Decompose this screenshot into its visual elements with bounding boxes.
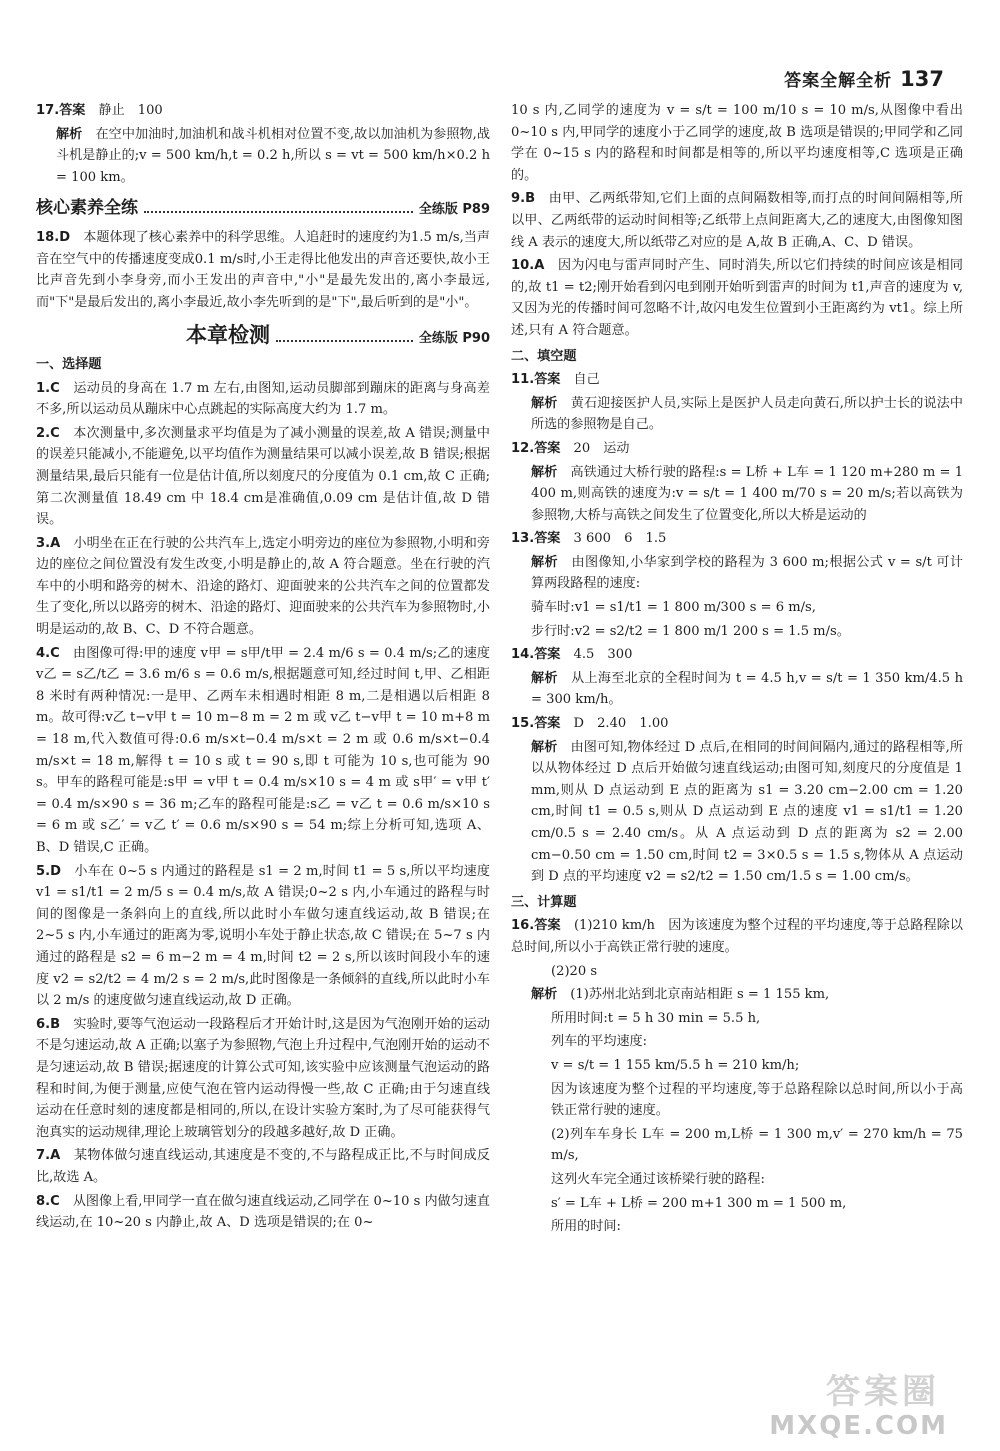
left-column bbox=[36, 100, 490, 1236]
q8-continued: 10 s 内,乙同学的速度为 v = s/t = 100 m/10 s = 10 m/s,从图像中看出 0~10 s 内,甲同学的速度小于乙同学的速度,故 B 选项是错误的;甲同学和乙同学在 0~15 s 内的路程和时间都是相等的,所以平均速度相等,C 选项是正确的。 bbox=[511, 103, 963, 183]
q4: 4.C 由图像可得:甲的速度 v甲 = s甲/t甲 = 2.4 m/6 s = 0.4 m/s;乙的速度 v乙 = s乙/t乙 = 3.6 m/6 s = 0.6 m/s,根据题意可知,经过时间 t,甲、乙相距 8 米时有两种情况:一是甲、乙两车未相遇时相距 8 m,二是相遇以后相距 8 m。故可得:v乙 t−v甲 t = 10 m−8 m = 2 m 或 v乙 t−v甲 t = 10 m+8 m = 18 m,代入数值可得:0.6 m/s×t−0.4 m/s×t = 2 m 或 0.6 m/s×t−0.4 m/s×t = 18 m,解得 t = 10 s 或 t = 90 s,即 t 可能为 10 s,也可能为 90 s。甲车的路程可能是:s甲 = v甲 t = 0.4 m/s×10 s = 4 m 或 s甲′ = v甲 t′ = 0.4 m/s×90 s = 36 m;乙车的路程可能是:s乙 = v乙 t = 0.6 m/s×10 s = 6 m 或 s乙′ = v乙 t′ = 0.6 m/s×90 s = 54 m;综上分析可知,选项 A、B、D 错误,C 正确。 bbox=[36, 645, 491, 855]
q15-answer: 15.答案 D 2.40 1.00 bbox=[511, 716, 669, 732]
right-column bbox=[511, 100, 963, 1240]
q16-line: 所用时间:t = 5 h 30 min = 5.5 h, bbox=[551, 1010, 761, 1026]
q11-answer: 11.答案 自己 bbox=[511, 372, 600, 388]
leader-dots bbox=[144, 211, 413, 213]
q8: 8.C 从图像上看,甲同学一直在做匀速直线运动,乙同学在 0~10 s 内做匀速直线运动,在 10~20 s 内静止,故 A、D 选项是错误的;在 0~ bbox=[36, 1193, 490, 1231]
q16-line: (2)列车车身长 L车 = 200 m,L桥 = 1 300 m,v′ = 270 km/h = 75 m/s, bbox=[551, 1126, 963, 1164]
q6: 6.B 实验时,要等气泡运动一段路程后才开始计时,这是因为气泡刚开始的运动不是匀速运动,故 A 正确;以塞子为参照物,气泡上升过程中,气泡刚开始的运动不是匀速运动,故 B 错误;据速度的计算公式可知,该实验中应该测量气泡运动的路程和时间,为便于测量,应使气泡在管内运动得慢一些,故 C 正确;由于匀速直线运动在任意时刻的速度都是相同的,所以,在设计实验方案时,为了尽可能获得气泡真实的运动规律,理论上玻璃管划分的段越多越好,故 D 正确。 bbox=[36, 1016, 490, 1140]
page-number: 137 bbox=[900, 67, 944, 91]
q16-line: v = s/t = 1 155 km/5.5 h = 210 km/h; bbox=[551, 1057, 800, 1073]
q12-explanation: 解析 高铁通过大桥行驶的路程:s = L桥 + L车 = 1 120 m+280 m = 1 400 m,则高铁的速度为:v = s/t = 1 400 m/70 s = 20 m/s;若以高铁为参照物,大桥与高铁之间发生了位置变化,所以大桥是运动的 bbox=[531, 464, 964, 523]
q13-explanation: 解析 由图像知,小华家到学校的路程为 3 600 m;根据公式 v = s/t 可计算两段路程的速度: bbox=[531, 554, 964, 592]
q17-explanation: 解析 在空中加油时,加油机和战斗机相对位置不变,故以加油机为参照物,战斗机是静止的;v = 500 km/h,t = 0.2 h,所以 s = vt = 500 km/h×0.2 h = 100 km。 bbox=[56, 126, 490, 185]
q16-answer-2: (2)20 s bbox=[551, 963, 598, 979]
chapter-test-heading: 本章检测 全练版 P90 bbox=[186, 323, 490, 348]
q11-explanation: 解析 黄石迎接医护人员,实际上是医护人员走向黄石,所以护士长的说法中所选的参照物是自己。 bbox=[531, 395, 964, 433]
q16-answer: 16.答案 (1)210 km/h 因为该速度为整个过程的平均速度,等于总路程除以总时间,所以小于高铁正常行驶的速度。 bbox=[511, 918, 964, 955]
q9: 9.B 由甲、乙两纸带知,它们上面的点间隔数相等,而打点的时间间隔相等,所以甲、乙两纸带的运动时间相等;乙纸带上点间距离大,乙的速度大,由图像知图线 A 表示的速度大,所以纸带乙对应的是 A,故 B 正确,A、C、D 错误。 bbox=[511, 191, 963, 250]
q16-line: 这列火车完全通过该桥梁行驶的路程: bbox=[551, 1171, 765, 1187]
q12-answer: 12.答案 20 运动 bbox=[511, 440, 630, 456]
q16-line: 因为该速度为整个过程的平均速度,等于总路程除以总时间,所以小于高铁正常行驶的速度。 bbox=[551, 1081, 963, 1119]
section-core-literacy: 核心素养全练 全练版 P89 bbox=[36, 198, 490, 219]
q5: 5.D 小车在 0~5 s 内通过的路程是 s1 = 2 m,时间 t1 = 5 s,所以平均速度 v1 = s1/t1 = 2 m/5 s = 0.4 m/s,故 A 错误;0~2 s 内,小车通过的路程与时间的图像是一条斜向上的直线,所以此时小车做匀速直线运动,故 B 错误;在 2~5 s 内,小车通过的距离为零,说明小车处于静止状态,故 C 错误;在 5~7 s 内通过的路程是 s2 = 6 m−2 m = 4 m,时间 t2 = 2 s,所以该时间段小车的速度 v2 = s2/t2 = 4 m/2 s = 2 m/s,此时图像是一条倾斜的直线,所以此时小车以 2 m/s 的速度做匀速直线运动,故 D 正确。 bbox=[36, 863, 491, 1009]
q3: 3.A 小明坐在正在行驶的公共汽车上,选定小明旁边的座位为参照物,小明和旁边的座位之间位置没有发生改变,小明是静止的,故 A 符合题意。坐在行驶的汽车中的小明和路旁的树木、沿途的路灯、迎面驶来的公共汽车之间的位置都发生了变化,所以以路旁的树木、沿途的路灯、迎面驶来的公共汽车为参照物时,小明是运动的,故 B、C、D 不符合题意。 bbox=[36, 535, 491, 638]
q16-line: 所用的时间: bbox=[551, 1219, 621, 1235]
q14-explanation: 解析 从上海至北京的全程时间为 t = 4.5 h,v = s/t = 1 350 km/4.5 h = 300 km/h。 bbox=[531, 670, 964, 708]
q16-line: 列车的平均速度: bbox=[551, 1034, 648, 1050]
q17-answer: 17.答案 静止 100 bbox=[36, 103, 163, 118]
q1: 1.C 运动员的身高在 1.7 m 左右,由图知,运动员脚部到蹦床的距离与身高差不多,所以运动员从蹦床中心点跳起的实际高度大约为 1.7 m。 bbox=[36, 380, 490, 418]
q2: 2.C 本次测量中,多次测量求平均值是为了减小测量的误差,故 A 错误;测量中的误差只能减小,不能避免,以平均值作为测量结果可以减小误差,故 B 错误;根据测量结果,最后只能有一位是估计值,所以刻度尺的分度值为 0.1 cm,故 C 正确;第二次测量值 18.49 cm 中 18.4 cm是准确值,0.09 cm 是估计值,故 D 错误。 bbox=[36, 425, 491, 528]
q13-line-cycling: 骑车时:v1 = s1/t1 = 1 800 m/300 s = 6 m/s, bbox=[531, 600, 816, 616]
part-fill-in: 二、填空题 bbox=[511, 348, 577, 364]
watermark-url: MXQE.COM bbox=[769, 1411, 948, 1441]
part-multiple-choice: 一、选择题 bbox=[36, 356, 102, 372]
q13-answer: 13.答案 3 600 6 1.5 bbox=[511, 531, 667, 547]
q14-answer: 14.答案 4.5 300 bbox=[511, 647, 633, 663]
page-header bbox=[784, 66, 944, 91]
q16-line: s′ = L车 + L桥 = 200 m+1 300 m = 1 500 m, bbox=[551, 1195, 847, 1211]
leader-dots bbox=[276, 340, 413, 342]
q15-explanation: 解析 由图可知,物体经过 D 点后,在相同的时间间隔内,通过的路程相等,所以从物体经过 D 点后开始做匀速直线运动;由图可知,刻度尺的分度值是 1 mm,则从 D 点运动到 E 点的距离为 s1 = 3.20 cm−2.00 cm = 1.20 cm,时间 t1 = 0.5 s,则从 D 点运动到 E 点的速度 v1 = s1/t1 = 1.20 cm/0.5 s = 2.40 cm/s。从 A 点运动到 D 点的距离为 s2 = 2.00 cm−0.50 cm = 1.50 cm,时间 t2 = 3×0.5 s = 1.5 s,物体从 A 点运动到 D 点的平均速度 v2 = s2/t2 = 1.50 cm/1.5 s = 1.00 cm/s。 bbox=[531, 739, 963, 885]
q10: 10.A 因为闪电与雷声同时产生、同时消失,所以它们持续的时间应该是相同的,故 t1 = t2;刚开始看到闪电到刚开始听到雷声的时间为 t1,声音的速度为 v,又因为光的传播时间可忽略不计,故闪电发生位置到小王距离约为 vt1。综上所述,只有 A 符合题意。 bbox=[511, 258, 963, 338]
watermark-logo: 答案圈 bbox=[826, 1372, 940, 1412]
q13-line-walking: 步行时:v2 = s2/t2 = 1 800 m/1 200 s = 1.5 m/s。 bbox=[531, 623, 850, 639]
q7: 7.A 某物体做匀速直线运动,其速度是不变的,不与路程成正比,不与时间成反比,故选 A。 bbox=[36, 1148, 490, 1185]
q16-explanation: 解析 (1)苏州北站到北京南站相距 s = 1 155 km, bbox=[531, 987, 830, 1003]
header-title: 答案全解全析 bbox=[784, 71, 893, 91]
q18: 18.D 本题体现了核心素养中的科学思维。人追赶时的速度约为1.5 m/s,当声音在空气中的传播速度变成0.1 m/s时,小王走得比他发出的声音还要快,故小王比声音先到小李身旁,而小王发出的声音中,"小"是最先发出的,离小李最远,而"下"是最后发出的,离小李最近,故小李先听到的是"下",最后听到的是"小"。 bbox=[36, 229, 490, 310]
part-calculation: 三、计算题 bbox=[511, 894, 577, 910]
